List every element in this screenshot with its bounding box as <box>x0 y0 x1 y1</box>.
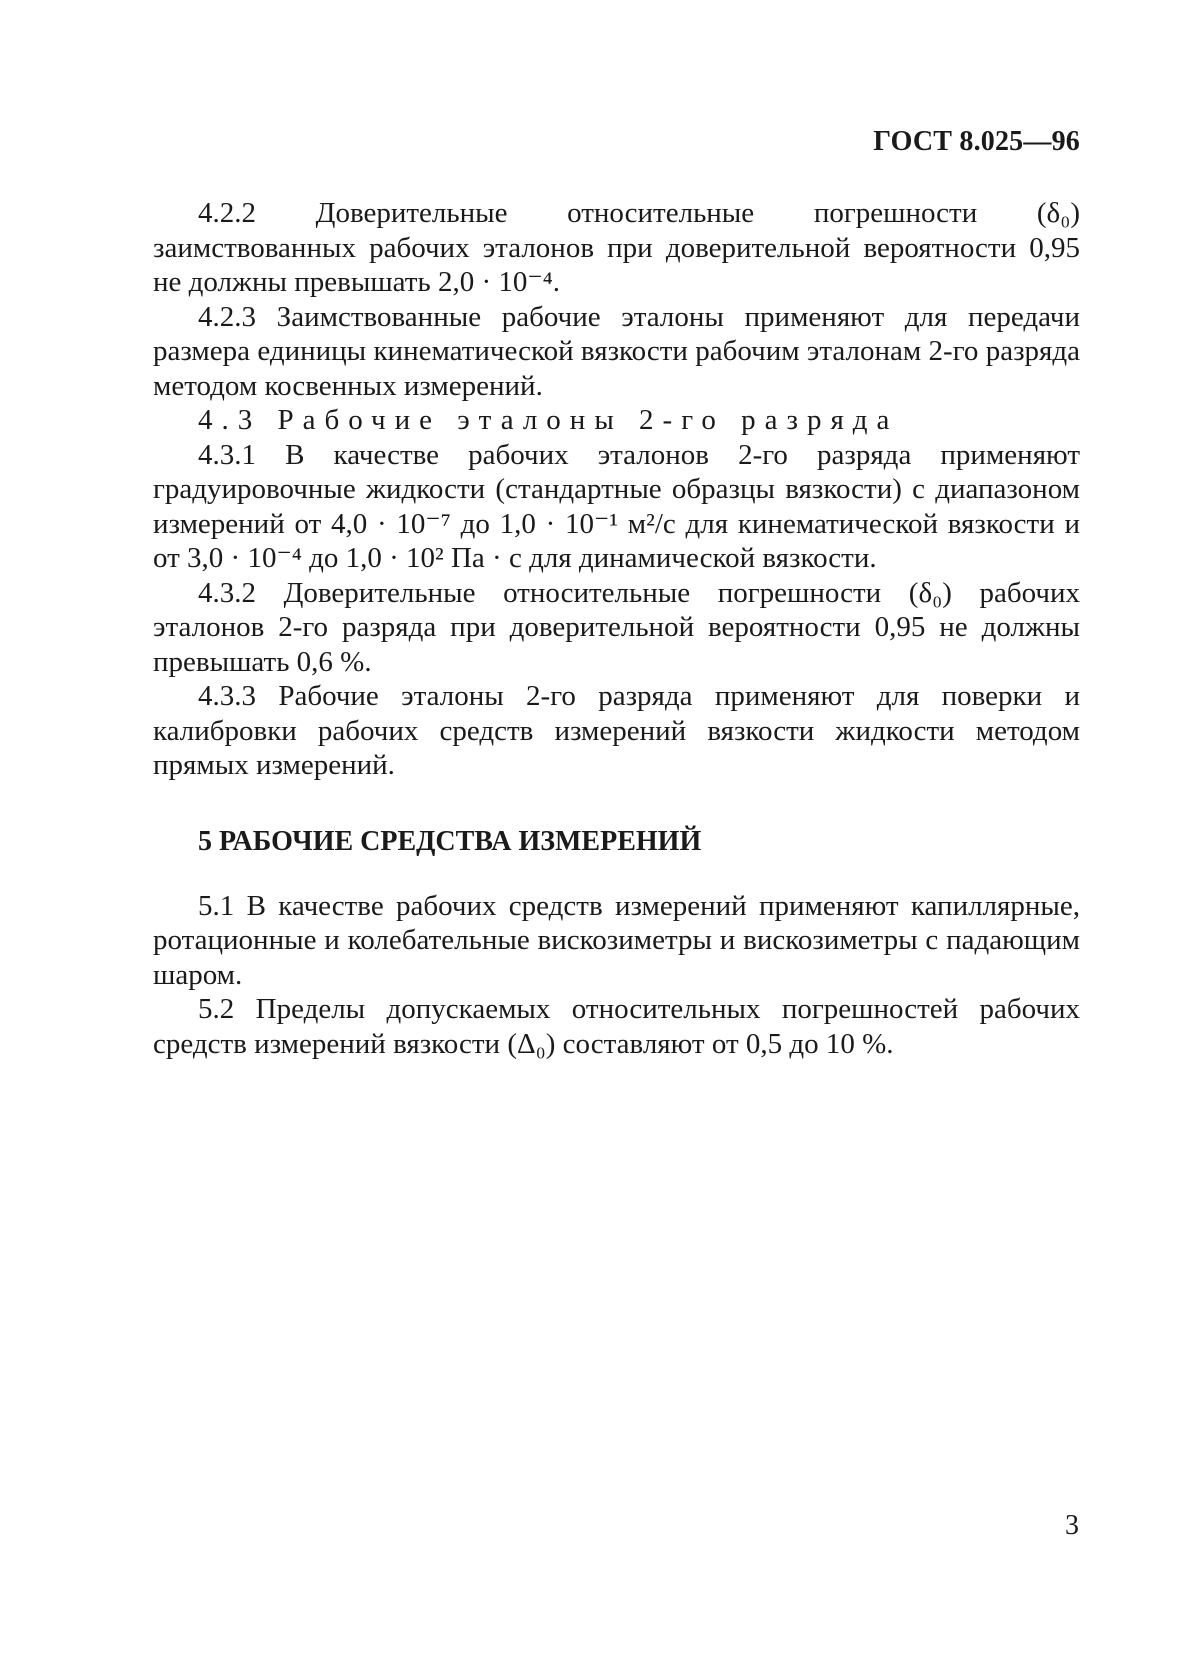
section-title-5: 5 РАБОЧИЕ СРЕДСТВА ИЗМЕРЕНИЙ <box>198 825 702 857</box>
paragraph-4-2-3: 4.2.3 Заимствованные рабочие эталоны применяют для передачи размера единицы кинематической вязкости рабочим эталонам 2-го разряда методом косвенных измерений. <box>153 300 1080 402</box>
paragraph-4-2-2: 4.2.2 Доверительные относительные погрешности (δ₀) заимствованных рабочих эталонов при доверительной вероятности 0,95 не должны превышать 2,0 · 10⁻⁴. <box>153 197 1080 298</box>
document-body <box>153 196 1080 1061</box>
page-number: 3 <box>1065 1510 1079 1541</box>
paragraph-4-3-3: 4.3.3 Рабочие эталоны 2-го разряда применяют для поверки и калибровки рабочих средств измерений вязкости жидкости методом прямых измерений. <box>153 680 1080 781</box>
paragraph-4-3-2: 4.3.2 Доверительные относительные погрешности (δ₀) рабочих эталонов 2-го разряда при доверительной вероятности 0,95 не должны превышать 0,6 %. <box>153 576 1080 678</box>
paragraph-5-2: 5.2 Пределы допускаемых относительных погрешностей рабочих средств измерений вязкости (Δ₀) составляют от 0,5 до 10 %. <box>153 993 1080 1060</box>
subsection-heading-4-3: 4.3 Рабочие эталоны 2-го разряда <box>198 404 899 436</box>
paragraph-4-3-1: 4.3.1 В качестве рабочих эталонов 2-го разряда применяют градуировочные жидкости (стандартные образцы вязкости) с диапазоном измерений от 4,0 · 10⁻⁷ до 1,0 · 10⁻¹ м²/с для кинематической вязкости и от 3,0 · 10⁻⁴ до 1,0 · 10² Па · с для динамической вязкости. <box>153 438 1080 574</box>
document-code-header: ГОСТ 8.025—96 <box>873 126 1080 157</box>
paragraph-5-1: 5.1 В качестве рабочих средств измерений применяют капиллярные, ротационные и колебательные вискозиметры и вискозиметры с падающим шаром. <box>153 889 1080 991</box>
